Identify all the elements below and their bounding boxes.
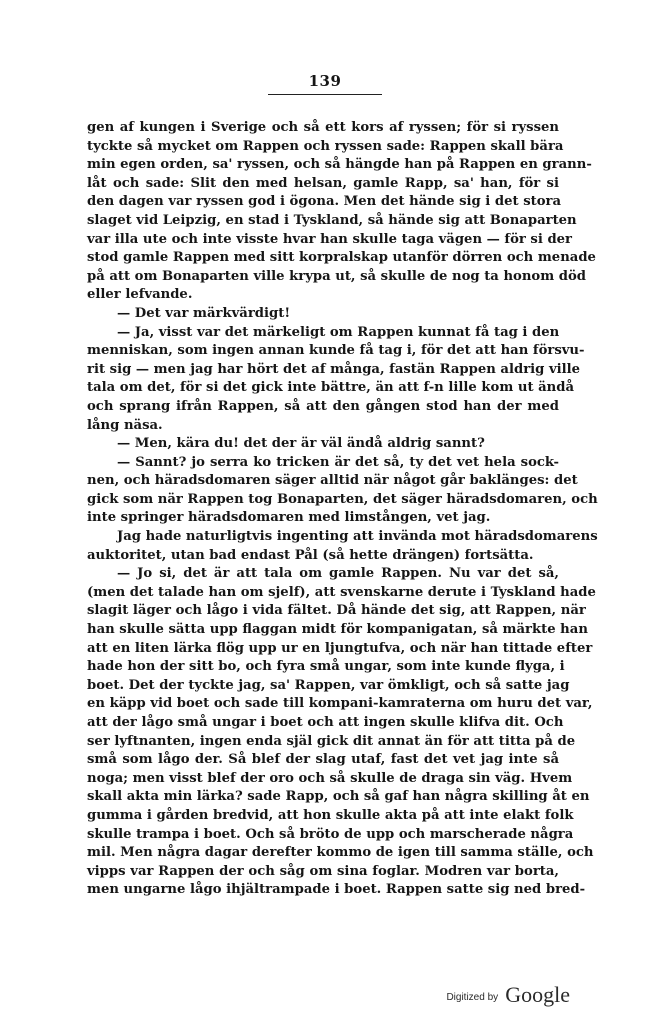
text-line: den dagen var ryssen god i ögona. Men det hände sig i det stora [87, 194, 562, 210]
text-line: var illa ute och inte visste hvar han skulle taga vägen — för si der [87, 231, 573, 247]
text-line: skulle trampa i boet. Och så bröto de upp och marscherade några [87, 826, 574, 842]
text-line: — Ja, visst var det märkeligt om Rappen kunnat få tag i den [117, 324, 560, 340]
page-number: 139 [308, 72, 342, 90]
text-line: Jag hade naturligtvis ingenting att invända mot häradsdomarens [117, 529, 598, 545]
text-line: eller lefvande. [87, 287, 193, 303]
text-body [87, 119, 598, 900]
text-line: slagit läger och lågo i vida fältet. Då hände det sig, att Rappen, när [87, 603, 586, 619]
text-line: men ungarne lågo ihjältrampade i boet. Rappen satte sig ned bred- [87, 882, 586, 898]
google-brand-logo: Google [505, 982, 570, 1007]
text-line: tala om det, för si det gick inte bättre, än att f-n lille kom ut ändå [87, 380, 575, 396]
text-line: noga; men visst blef der oro och så skulle de draga sin väg. Hvem [87, 770, 573, 786]
text-line: små som lågo der. Så blef der slag utaf, fast det vet jag inte så [87, 752, 559, 768]
text-line: boet. Det der tyckte jag, sa' Rappen, var ömkligt, och så satte jag [87, 677, 570, 693]
text-line: att der lågo små ungar i boet och att ingen skulle klifva dit. Och [87, 715, 564, 730]
text-line: att en liten lärka flög upp ur en ljungtufva, och när han tittade efter [87, 640, 593, 656]
text-line: hade hon der sitt bo, och fyra små ungar, som inte kunde flyga, i [87, 659, 565, 675]
text-line: han skulle sätta upp flaggan midt för kompanigatan, så märkte han [87, 622, 588, 638]
text-line: och sprang ifrån Rappen, så att den gången stod han der med [87, 398, 559, 414]
text-line: en käpp vid boet och sade till kompani-kamraterna om huru det var, [87, 696, 593, 712]
text-line: gick som när Rappen tog Bonaparten, det säger häradsdomaren, och [87, 491, 598, 507]
text-line: inte springer häradsdomaren med limstången, vet jag. [87, 510, 491, 526]
text-line: — Det var märkvärdigt! [117, 305, 291, 321]
text-line: skall akta min lärka? sade Rapp, och så gaf han några skilling åt en [87, 789, 590, 805]
digitized-by-mark [446, 982, 570, 1008]
text-line: — Sannt? jo serra ko tricken är det så, ty det vet hela sock- [117, 454, 559, 470]
text-line: ser lyftnanten, ingen enda själ gick dit annat än för att titta på de [87, 733, 576, 749]
text-line: slaget vid Leipzig, en stad i Tyskland, så hände sig att Bonaparten [87, 212, 577, 228]
text-line: vipps var Rappen der och såg om sina foglar. Modren var borta, [87, 863, 559, 879]
text-line: nen, och häradsdomaren säger alltid när något går baklänges: det [87, 473, 578, 489]
text-line: tyckte så mycket om Rappen och ryssen sade: Rappen skall bära [87, 138, 564, 154]
text-line: gumma i gården bredvid, att hon skulle akta på att inte elakt folk [87, 807, 574, 823]
text-line: gen af kungen i Sverige och så ett kors af ryssen; för si ryssen [87, 120, 559, 135]
text-line: (men det talade han om sjelf), att svenskarne derute i Tyskland hade [87, 584, 596, 600]
digitized-by-label: Digitized by [446, 992, 499, 1003]
text-line: auktoritet, utan bad endast Pål (så hette drängen) fortsätta. [87, 547, 534, 563]
text-line: rit sig — men jag har hört det af många, fastän Rappen aldrig ville [87, 361, 581, 377]
text-line: min egen orden, sa' ryssen, och så hängde han på Rappen en grann- [87, 157, 592, 173]
text-line: — Men, kära du! det der är väl ändå aldrig sannt? [117, 436, 485, 452]
page-number-rule [268, 94, 382, 95]
text-line: menniskan, som ingen annan kunde få tag i, för det att han försvu- [87, 343, 585, 359]
text-line: låt och sade: Slit den med helsan, gamle Rapp, sa' han, för si [87, 175, 559, 191]
text-line: lång näsa. [87, 417, 163, 433]
text-line: mil. Men några dagar derefter kommo de igen till samma ställe, och [87, 845, 594, 861]
text-line: på att om Bonaparten ville krypa ut, så skulle de nog ta honom död [87, 268, 586, 284]
text-line: — Jo si, det är att tala om gamle Rappen. Nu var det så, [117, 566, 559, 582]
text-line: stod gamle Rappen med sitt korpralskap utanför dörren och menade [87, 250, 596, 266]
